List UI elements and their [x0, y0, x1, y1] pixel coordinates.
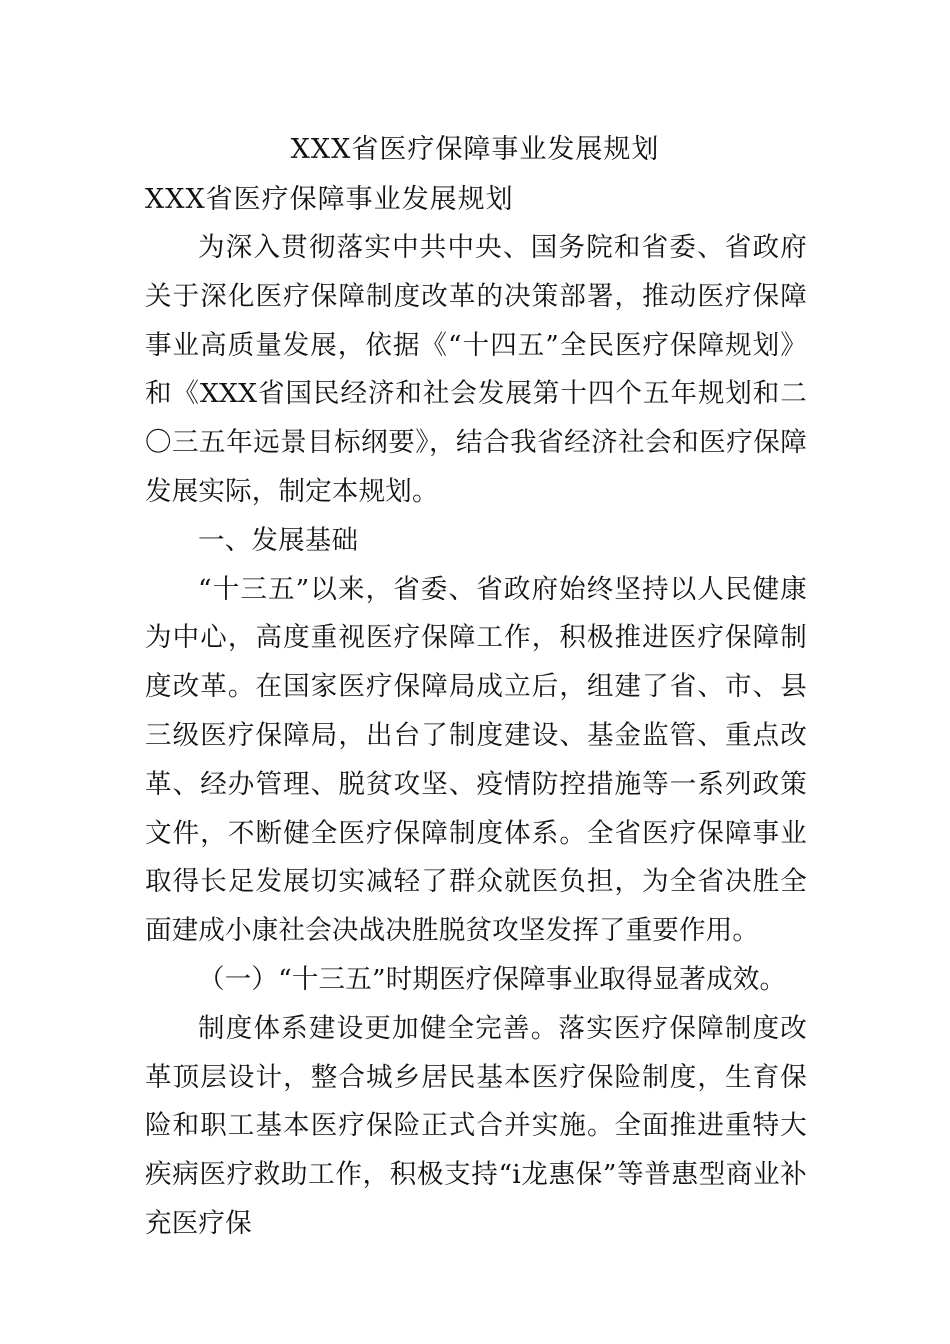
development-basis-paragraph: “十三五”以来，省委、省政府始终坚持以人民健康为中心，高度重视医疗保障工作，积极推进医疗保障制度改革。在国家医疗保障局成立后，组建了省、市、县三级医疗保障局，出台了制度建设、基金监管、重点改革、经办管理、脱贫攻坚、疫情防控措施等一系列政策文件，不断健全医疗保障制度体系。全省医疗保障事业取得长足发展切实减轻了群众就医负担，为全省决胜全面建成小康社会决战决胜脱贫攻坚发挥了重要作用。 [145, 573, 807, 947]
intro-paragraph: 为深入贯彻落实中共中央、国务院和省委、省政府关于深化医疗保障制度改革的决策部署，推动医疗保障事业高质量发展，依据《“十四五”全民医疗保障规划》和《XXX省国民经济和社会发展第十四个五年规划和二〇三五年远景目标纲要》，结合我省经济社会和医疗保障发展实际，制定本规划。 [145, 232, 807, 507]
subsection-heading-achievements: （一）“十三五”时期医疗保障事业取得显著成效。 [198, 963, 787, 995]
section-heading-development-basis: 一、发展基础 [198, 524, 359, 556]
document-subtitle: XXX省医疗保障事业发展规划 [145, 184, 514, 215]
document-title: XXX省医疗保障事业发展规划 [290, 134, 660, 165]
document-body [145, 224, 807, 1249]
system-building-paragraph: 制度体系建设更加健全完善。落实医疗保障制度改革顶层设计，整合城乡居民基本医疗保险制度，生育保险和职工基本医疗保险正式合并实施。全面推进重特大疾病医疗救助工作，积极支持“i龙惠保”等普惠型商业补充医疗保 [145, 1012, 807, 1239]
